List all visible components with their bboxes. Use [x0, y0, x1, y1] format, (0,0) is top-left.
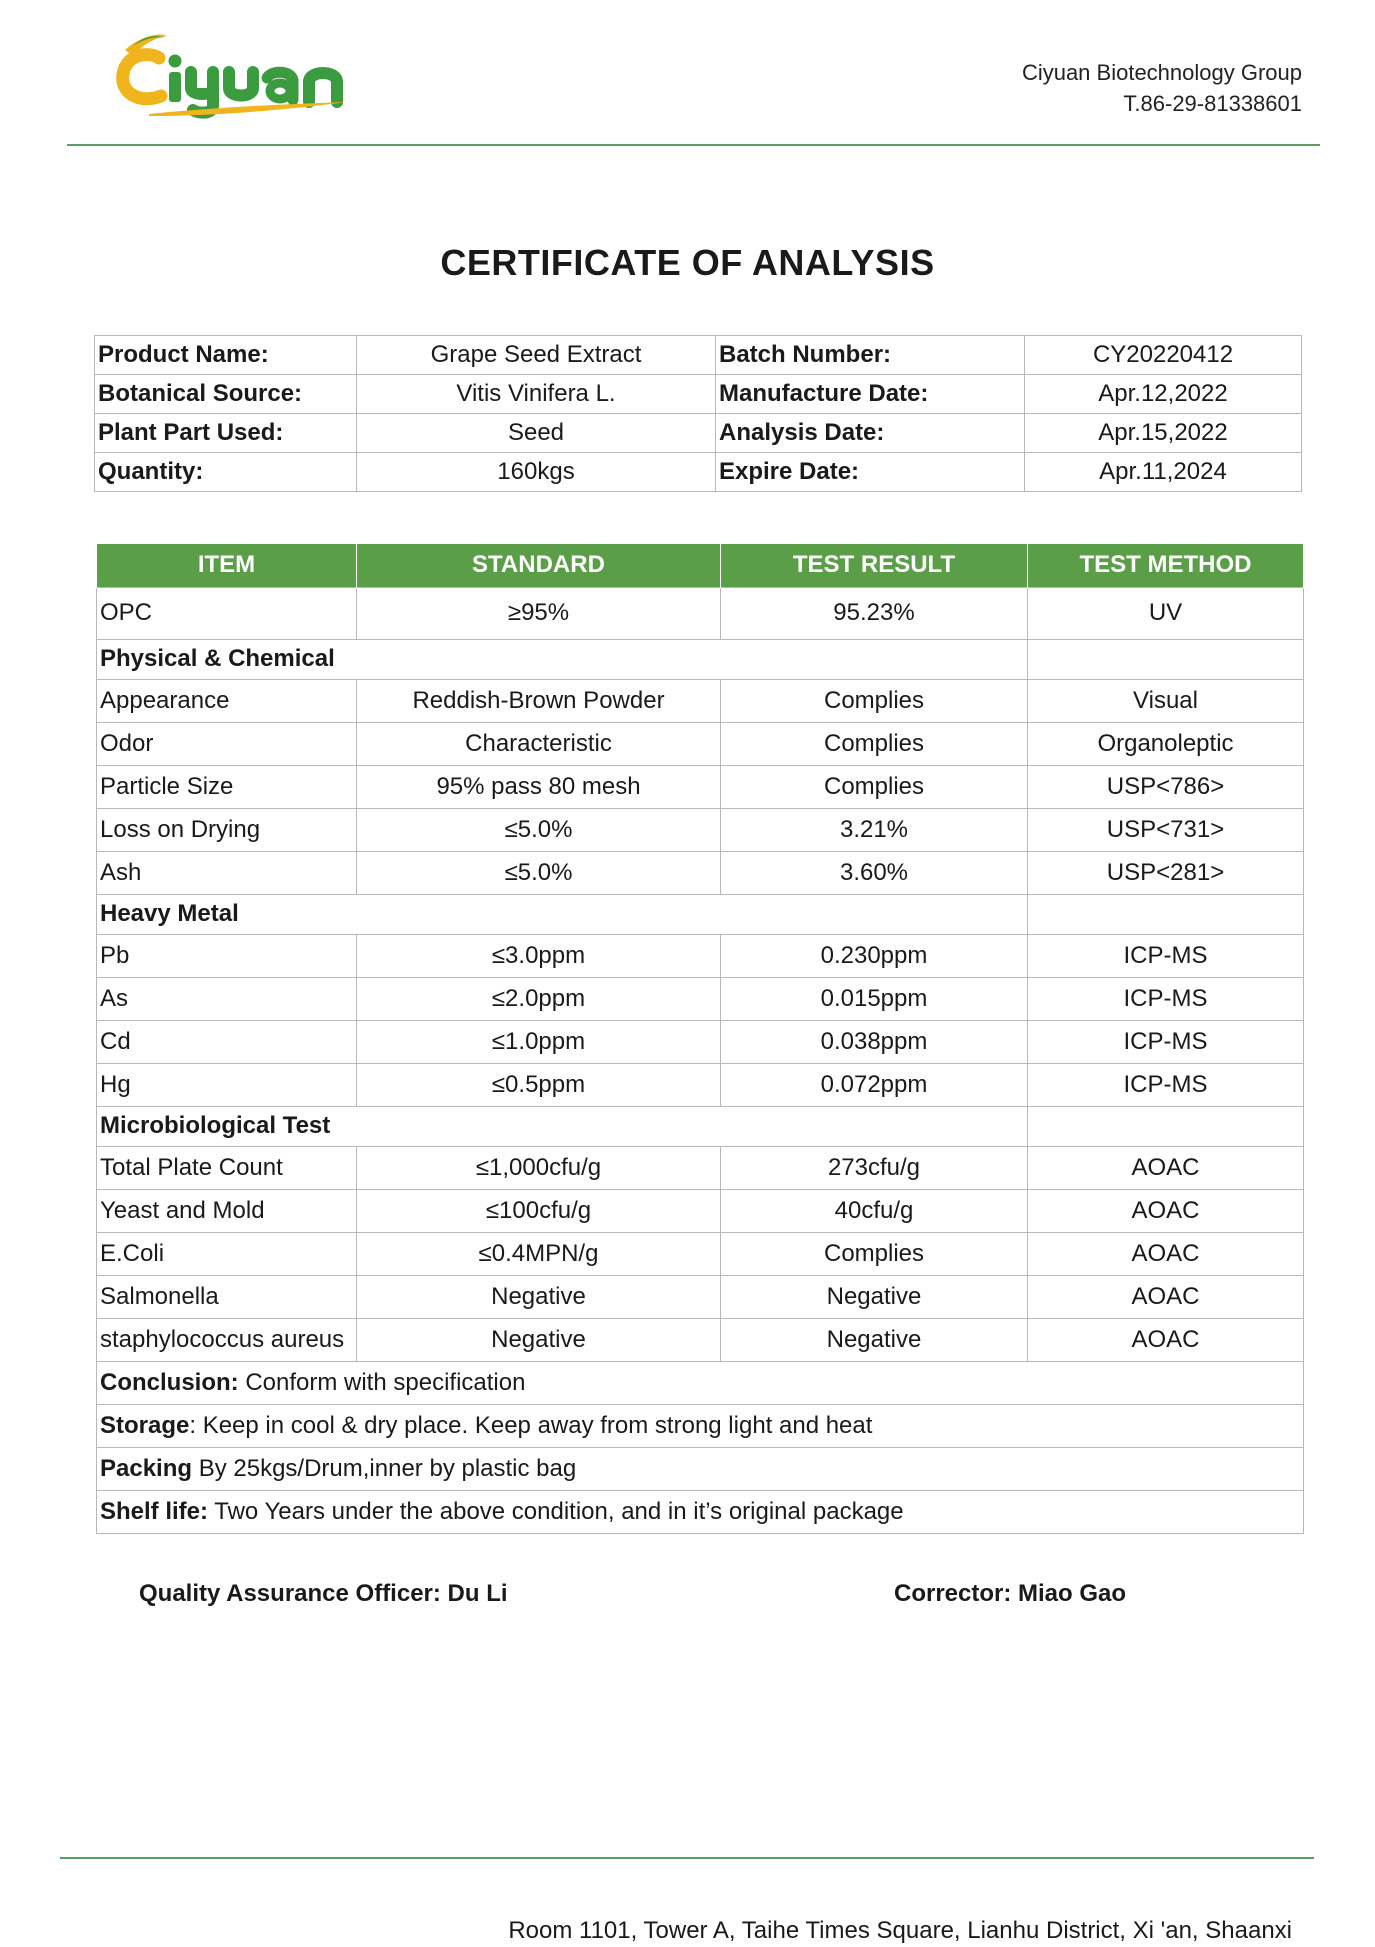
cell-item: Appearance — [97, 679, 357, 722]
cell-method: USP<731> — [1028, 808, 1304, 851]
info-value: Apr.11,2024 — [1025, 453, 1302, 492]
table-row — [97, 1275, 1304, 1318]
col-header-test-method: TEST METHOD — [1028, 544, 1304, 587]
cell-standard: Characteristic — [357, 722, 721, 765]
cell-standard: ≤0.4MPN/g — [357, 1232, 721, 1275]
cell-item: Hg — [97, 1063, 357, 1106]
cell-result: 0.038ppm — [721, 1020, 1028, 1063]
table-row — [97, 1020, 1304, 1063]
cell-item: Total Plate Count — [97, 1146, 357, 1189]
info-value: Vitis Vinifera L. — [357, 375, 716, 414]
cell-standard: Negative — [357, 1275, 721, 1318]
note-shelf-life — [97, 1490, 1304, 1533]
table-row — [97, 977, 1304, 1020]
section-blank-cell — [1028, 894, 1304, 934]
cell-method: ICP-MS — [1028, 1063, 1304, 1106]
info-row — [95, 414, 1302, 453]
info-value: Seed — [357, 414, 716, 453]
cell-result: Complies — [721, 765, 1028, 808]
page-header — [0, 0, 1375, 150]
note-text: Two Years under the above condition, and in it’s original package — [208, 1497, 904, 1525]
cell-item: Yeast and Mold — [97, 1189, 357, 1232]
cell-method: ICP-MS — [1028, 934, 1304, 977]
table-row — [97, 1232, 1304, 1275]
note-conclusion — [97, 1361, 1304, 1404]
cell-method: AOAC — [1028, 1232, 1304, 1275]
cell-item: Cd — [97, 1020, 357, 1063]
table-row — [97, 722, 1304, 765]
product-info-body — [95, 336, 1302, 492]
cell-standard: ≤1.0ppm — [357, 1020, 721, 1063]
cell-method: ICP-MS — [1028, 977, 1304, 1020]
cell-standard: ≤100cfu/g — [357, 1189, 721, 1232]
results-header-row — [97, 544, 1304, 587]
cell-result: 95.23% — [721, 587, 1028, 639]
cell-method: AOAC — [1028, 1146, 1304, 1189]
col-header-test-result: TEST RESULT — [721, 544, 1028, 587]
cell-result: Complies — [721, 679, 1028, 722]
note-row-conclusion — [97, 1361, 1304, 1404]
cell-item: As — [97, 977, 357, 1020]
cell-item: Loss on Drying — [97, 808, 357, 851]
info-label: Botanical Source: — [95, 375, 357, 414]
cell-standard: ≤5.0% — [357, 851, 721, 894]
cell-result: 3.60% — [721, 851, 1028, 894]
company-phone: T.86-29-81338601 — [1123, 91, 1302, 116]
cell-standard: Reddish-Brown Powder — [357, 679, 721, 722]
cell-item: staphylococcus aureus — [97, 1318, 357, 1361]
note-label: Storage — [100, 1411, 190, 1439]
note-row-storage — [97, 1404, 1304, 1447]
cell-method: UV — [1028, 587, 1304, 639]
section-row — [97, 894, 1304, 934]
table-row — [97, 765, 1304, 808]
section-title: Microbiological Test — [97, 1106, 1028, 1146]
col-header-standard: STANDARD — [357, 544, 721, 587]
info-value: Apr.15,2022 — [1025, 414, 1302, 453]
col-header-item: ITEM — [97, 544, 357, 587]
note-label: Shelf life: — [100, 1497, 209, 1525]
corrector-signature: Corrector: Miao Gao — [894, 1580, 1127, 1607]
info-row — [95, 336, 1302, 375]
cell-standard: ≤1,000cfu/g — [357, 1146, 721, 1189]
cell-item: Salmonella — [97, 1275, 357, 1318]
cell-item: OPC — [97, 587, 357, 639]
page-title: CERTIFICATE OF ANALYSIS — [440, 242, 935, 283]
section-blank-cell — [1028, 1106, 1304, 1146]
info-label: Expire Date: — [716, 453, 1025, 492]
cell-item: Odor — [97, 722, 357, 765]
cell-result: 3.21% — [721, 808, 1028, 851]
info-label: Quantity: — [95, 453, 357, 492]
cell-item: E.Coli — [97, 1232, 357, 1275]
cell-item: Ash — [97, 851, 357, 894]
table-row — [97, 934, 1304, 977]
note-text: : Keep in cool & dry place. Keep away from strong light and heat — [189, 1411, 873, 1439]
info-label: Batch Number: — [716, 336, 1025, 375]
cell-method: AOAC — [1028, 1318, 1304, 1361]
ciyuan-logo — [115, 28, 375, 120]
info-row — [95, 375, 1302, 414]
note-row-packing — [97, 1447, 1304, 1490]
cell-method: USP<786> — [1028, 765, 1304, 808]
table-row — [97, 587, 1304, 639]
product-info-table — [94, 335, 1302, 492]
section-title: Physical & Chemical — [97, 639, 1028, 679]
cell-result: Complies — [721, 1232, 1028, 1275]
note-row-shelf-life — [97, 1490, 1304, 1533]
note-packing — [97, 1447, 1304, 1490]
cell-result: Negative — [721, 1318, 1028, 1361]
cell-result: 0.015ppm — [721, 977, 1028, 1020]
cell-standard: ≤0.5ppm — [357, 1063, 721, 1106]
table-row — [97, 1063, 1304, 1106]
cell-method: AOAC — [1028, 1275, 1304, 1318]
section-row — [97, 1106, 1304, 1146]
cell-standard: ≤5.0% — [357, 808, 721, 851]
analysis-results-table — [96, 544, 1304, 1534]
info-value: Grape Seed Extract — [357, 336, 716, 375]
cell-method: USP<281> — [1028, 851, 1304, 894]
cell-method: ICP-MS — [1028, 1020, 1304, 1063]
info-value: 160kgs — [357, 453, 716, 492]
info-value: CY20220412 — [1025, 336, 1302, 375]
cell-standard: ≤3.0ppm — [357, 934, 721, 977]
cell-result: 40cfu/g — [721, 1189, 1028, 1232]
cell-standard: Negative — [357, 1318, 721, 1361]
cell-method: AOAC — [1028, 1189, 1304, 1232]
company-name: Ciyuan Biotechnology Group — [1021, 60, 1302, 85]
cell-item: Pb — [97, 934, 357, 977]
info-label: Plant Part Used: — [95, 414, 357, 453]
cell-result: Complies — [721, 722, 1028, 765]
info-label: Manufacture Date: — [716, 375, 1025, 414]
table-row — [97, 1189, 1304, 1232]
section-row — [97, 639, 1304, 679]
footer-address: Room 1101, Tower A, Taihe Times Square, Lianhu District, Xi 'an, Shaanxi — [508, 1917, 1292, 1944]
header-divider — [67, 144, 1320, 146]
cell-method: Visual — [1028, 679, 1304, 722]
table-row — [97, 808, 1304, 851]
note-label: Conclusion: — [100, 1368, 239, 1396]
info-label: Analysis Date: — [716, 414, 1025, 453]
section-blank-cell — [1028, 639, 1304, 679]
cell-standard: ≥95% — [357, 587, 721, 639]
cell-standard: ≤2.0ppm — [357, 977, 721, 1020]
info-row — [95, 453, 1302, 492]
note-text: By 25kgs/Drum,inner by plastic bag — [192, 1454, 577, 1482]
footer-divider — [60, 1857, 1314, 1859]
cell-method: Organoleptic — [1028, 722, 1304, 765]
info-label: Product Name: — [95, 336, 357, 375]
company-contact — [1022, 57, 1302, 119]
cell-item: Particle Size — [97, 765, 357, 808]
cell-standard: 95% pass 80 mesh — [357, 765, 721, 808]
cell-result: 273cfu/g — [721, 1146, 1028, 1189]
cell-result: 0.072ppm — [721, 1063, 1028, 1106]
cell-result: 0.230ppm — [721, 934, 1028, 977]
cell-result: Negative — [721, 1275, 1028, 1318]
section-title: Heavy Metal — [97, 894, 1028, 934]
qa-officer-signature: Quality Assurance Officer: Du Li — [139, 1580, 508, 1607]
note-text: Conform with specification — [238, 1368, 526, 1396]
note-label: Packing — [100, 1454, 193, 1482]
table-row — [97, 679, 1304, 722]
table-row — [97, 851, 1304, 894]
table-row — [97, 1146, 1304, 1189]
note-storage — [97, 1404, 1304, 1447]
table-row — [97, 1318, 1304, 1361]
info-value: Apr.12,2022 — [1025, 375, 1302, 414]
